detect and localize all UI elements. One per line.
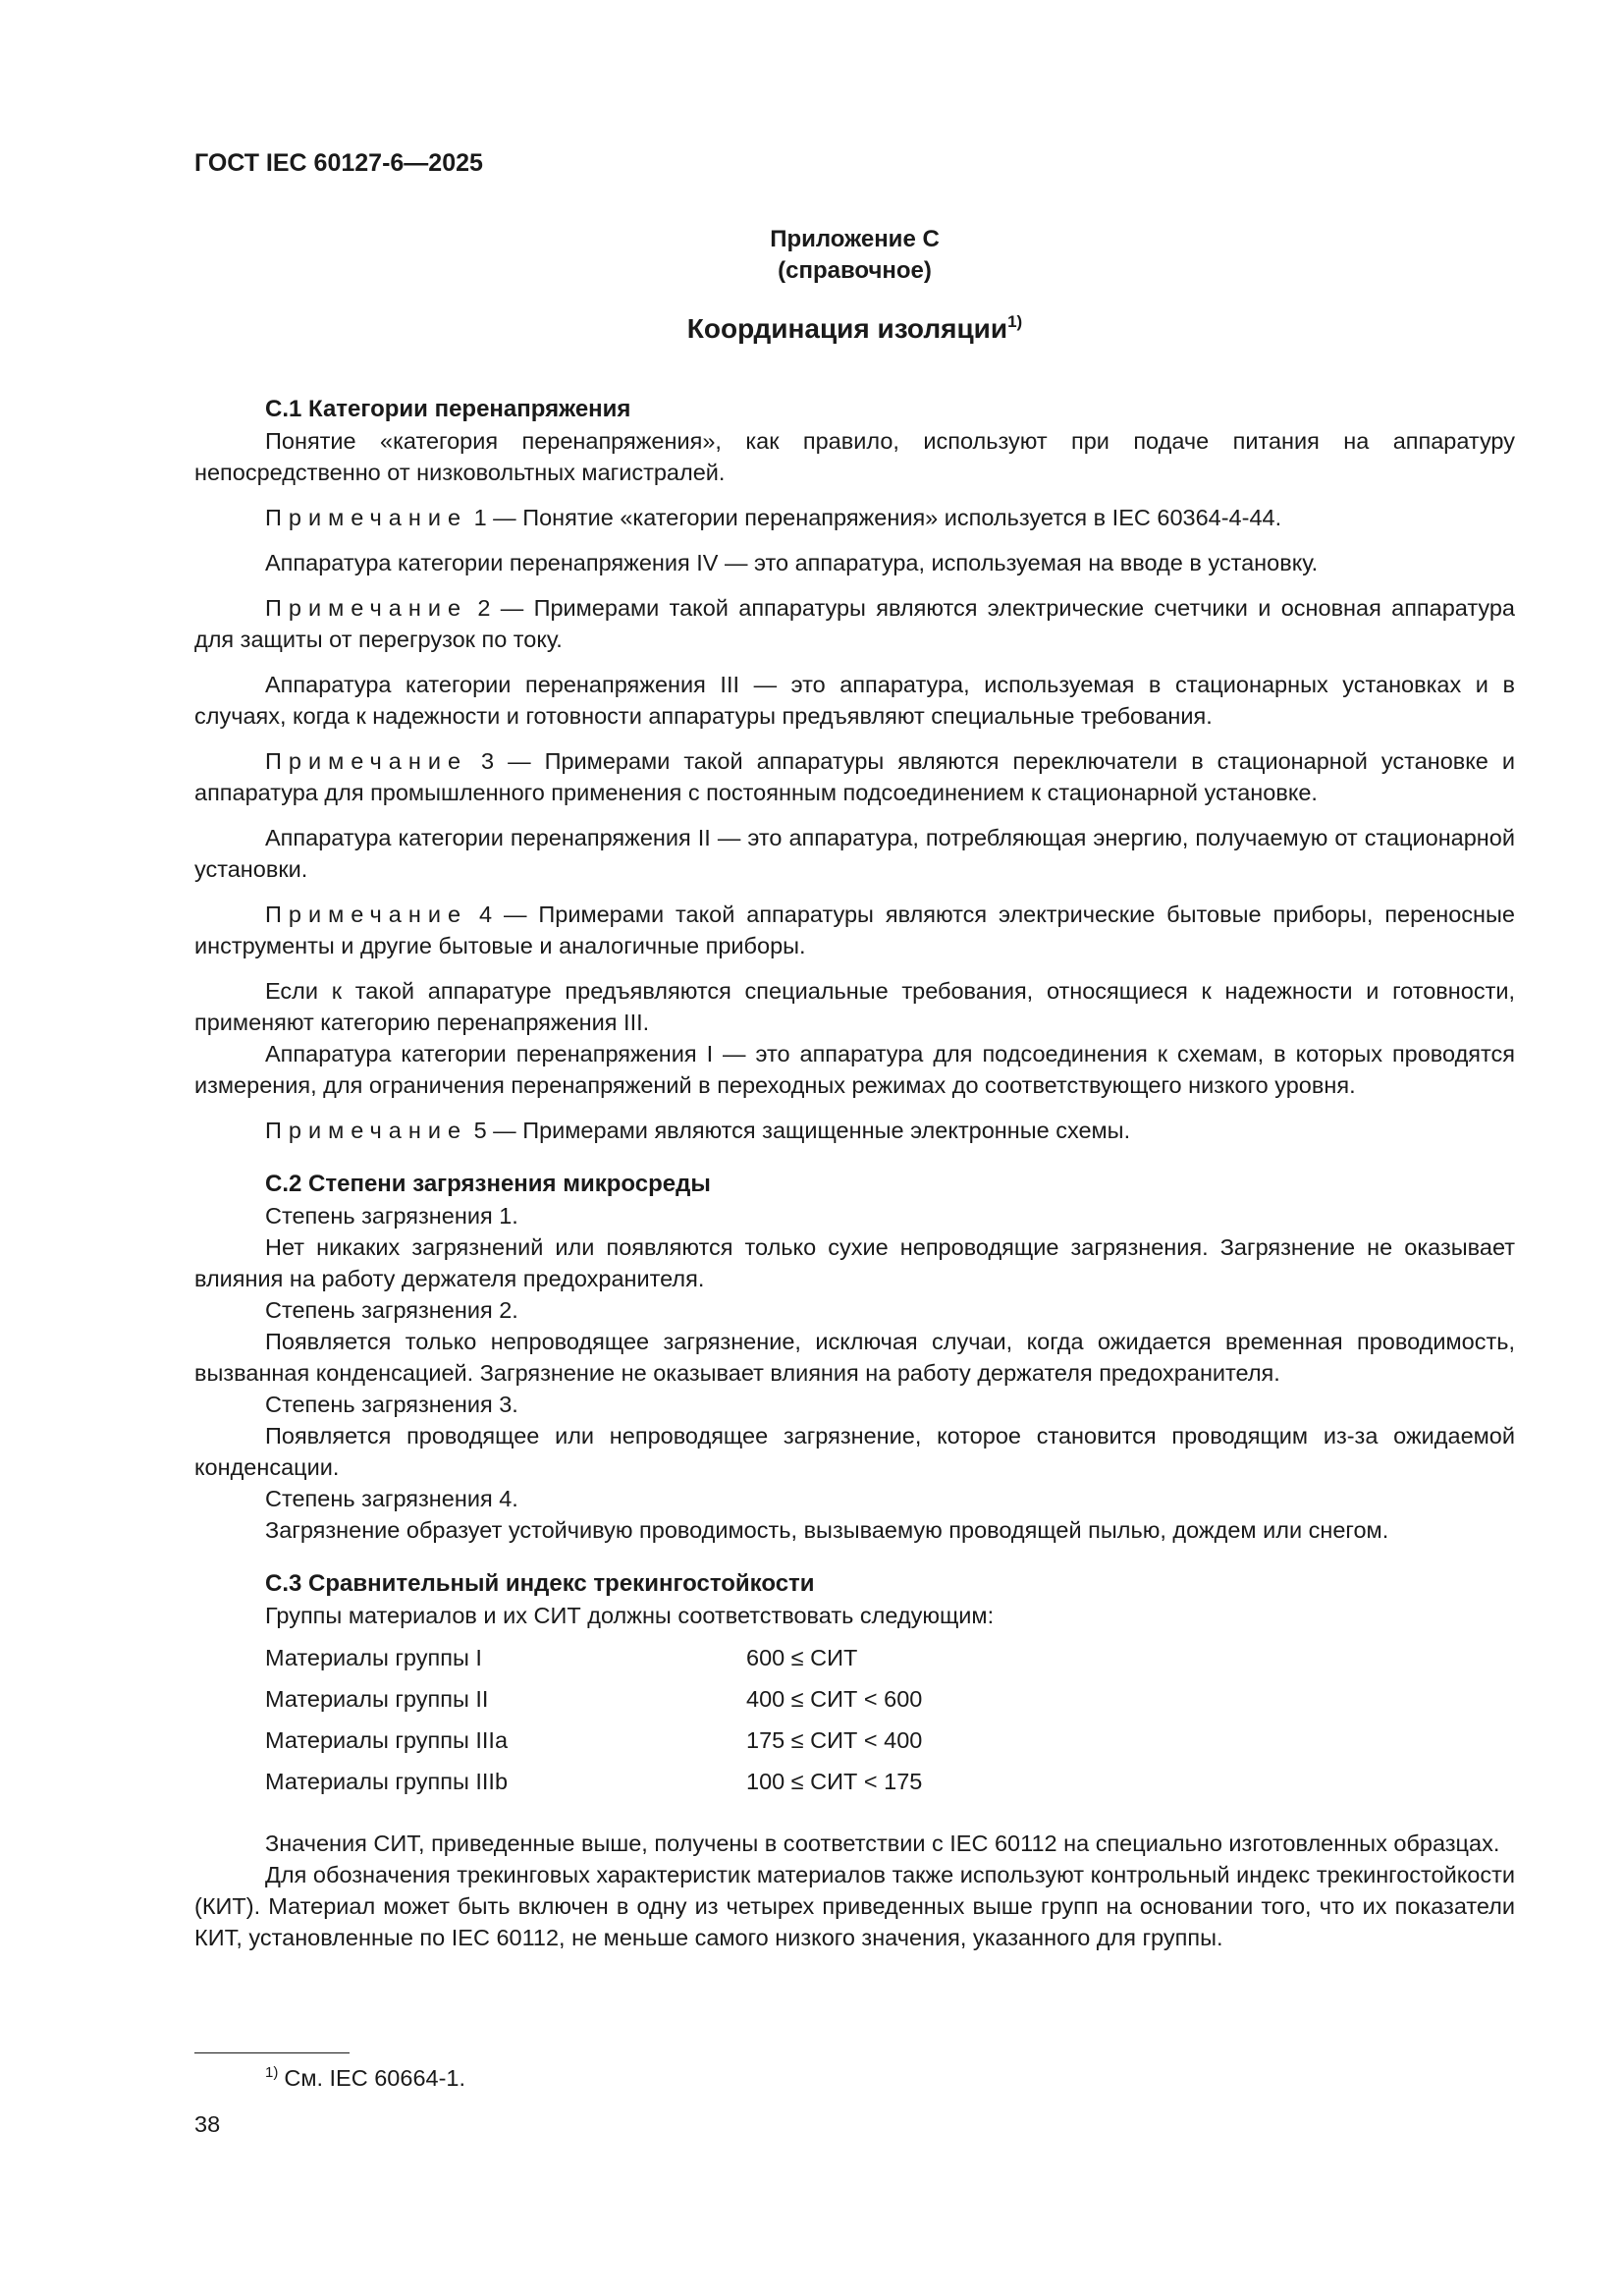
material-group-row [194,1678,1515,1720]
section-c1 [194,394,1515,1146]
note-text: 4 — Примерами такой аппаратуры являются электрические бытовые приборы, переносные инструменты и другие бытовые и аналогичные приборы. [194,902,1515,958]
document-code: ГОСТ IEC 60127-6—2025 [194,149,483,177]
paragraph: Загрязнение образует устойчивую проводимость, вызываемую проводящей пылью, дождем или снегом. [265,1517,1389,1543]
note [194,899,1515,961]
note [194,592,1515,655]
note-label: Примечание [265,902,468,927]
note [194,1115,1515,1146]
cti-range: 600 ≤ СИТ [746,1645,858,1670]
annex-status: (справочное) [778,257,932,284]
annex-block [194,224,1515,287]
note-label: Примечание [265,595,468,621]
material-group-row [194,1720,1515,1761]
material-group-name: Материалы группы IIIa [265,1727,509,1753]
note-label: Примечание [265,505,468,530]
footnote-separator [194,2052,350,2053]
note [194,502,1515,533]
paragraph: Понятие «категория перенапряжения», как правило, используют при подаче питания на аппаратуру непосредственно от низковольтных магистралей. [194,428,1515,485]
footnote [265,2064,465,2092]
paragraph: Если к такой аппаратуре предъявляются специальные требования, относящиеся к надежности и готовности, применяют категорию перенапряжения III. [194,978,1515,1035]
footnote-ref: 1) [1007,312,1023,331]
annex-title: Координация изоляции [686,313,1008,344]
footnote-text: См. IEC 60664-1. [284,2065,466,2091]
pollution-degree: Степень загрязнения 4. [265,1486,518,1511]
note-text: 1 — Понятие «категории перенапряжения» используется в IEC 60364-4-44. [473,505,1282,530]
note-text: 2 — Примерами такой аппаратуры являются электрические счетчики и основная аппаратура для защиты от перегрузок по току. [194,595,1516,652]
paragraph: Появляется только непроводящее загрязнение, исключая случаи, когда ожидается временная проводимость, вызванная конденсацией. Загрязнение не оказывает влияния на работу держателя предохранителя. [194,1329,1515,1386]
section-heading: С.2 Степени загрязнения микросреды [265,1171,711,1197]
paragraph: Появляется проводящее или непроводящее загрязнение, которое становится проводящим из-за ожидаемой конденсации. [194,1423,1515,1480]
note-label: Примечание [265,1118,468,1143]
note-label: Примечание [265,748,468,774]
pollution-degree: Степень загрязнения 1. [265,1203,518,1229]
material-group-name: Материалы группы IIIb [265,1769,509,1794]
pollution-degree: Степень загрязнения 2. [265,1297,518,1323]
paragraph: Значения СИТ, приведенные выше, получены в соответствии с IEC 60112 на специально изготовленных образцах. [265,1831,1500,1856]
cti-range: 100 ≤ СИТ < 175 [746,1769,923,1794]
section-heading: С.1 Категории перенапряжения [265,396,631,422]
material-group-name: Материалы группы I [265,1645,482,1670]
note [194,745,1515,808]
annex-label: Приложение С [770,226,940,252]
paragraph: Для обозначения трекинговых характеристик материалов также используют контрольный индекс трекингостойкости (КИТ). Материал может быть включен в одну из четырех приведенных выше групп на основании того, что их показатели КИТ, установленные по IEC 60112, не меньше самого низкого значения, указанного для группы. [194,1862,1515,1950]
cti-range: 175 ≤ СИТ < 400 [746,1727,923,1753]
paragraph: Аппаратура категории перенапряжения I — это аппаратура для подсоединения к схемам, в которых проводятся измерения, для ограничения перенапряжений в переходных режимах до соответствующего низкого уровня. [194,1041,1515,1098]
section-heading: С.3 Сравнительный индекс трекингостойкости [265,1570,815,1597]
paragraph: Аппаратура категории перенапряжения III — это аппаратура, используемая в стационарных установках и в случаях, когда к надежности и готовности аппаратуры предъявляют специальные требования. [194,672,1515,729]
paragraph: Аппаратура категории перенапряжения II — это аппаратура, потребляющая энергию, получаемую от стационарной установки. [194,825,1515,882]
note-text: 5 — Примерами являются защищенные электронные схемы. [473,1118,1131,1143]
material-group-row [194,1761,1515,1802]
section-c3 [194,1568,1515,1953]
material-group-name: Материалы группы II [265,1686,489,1712]
annex-title-block [194,312,1515,345]
footnote-mark: 1) [265,2064,279,2081]
pollution-degree: Степень загрязнения 3. [265,1392,518,1417]
note-text: 3 — Примерами такой аппаратуры являются переключатели в стационарной установке и аппаратура для промышленного применения с постоянным подсоединением к стационарной установке. [194,748,1515,805]
paragraph: Нет никаких загрязнений или появляются только сухие непроводящие загрязнения. Загрязнение не оказывает влияния на работу держателя предохранителя. [194,1234,1515,1291]
section-c2 [194,1169,1515,1546]
paragraph: Аппаратура категории перенапряжения IV — это аппаратура, используемая на вводе в установку. [265,550,1319,575]
material-group-row [194,1637,1515,1678]
paragraph: Группы материалов и их СИТ должны соответствовать следующим: [265,1603,995,1628]
page-number: 38 [194,2111,221,2137]
cti-range: 400 ≤ СИТ < 600 [746,1686,923,1712]
